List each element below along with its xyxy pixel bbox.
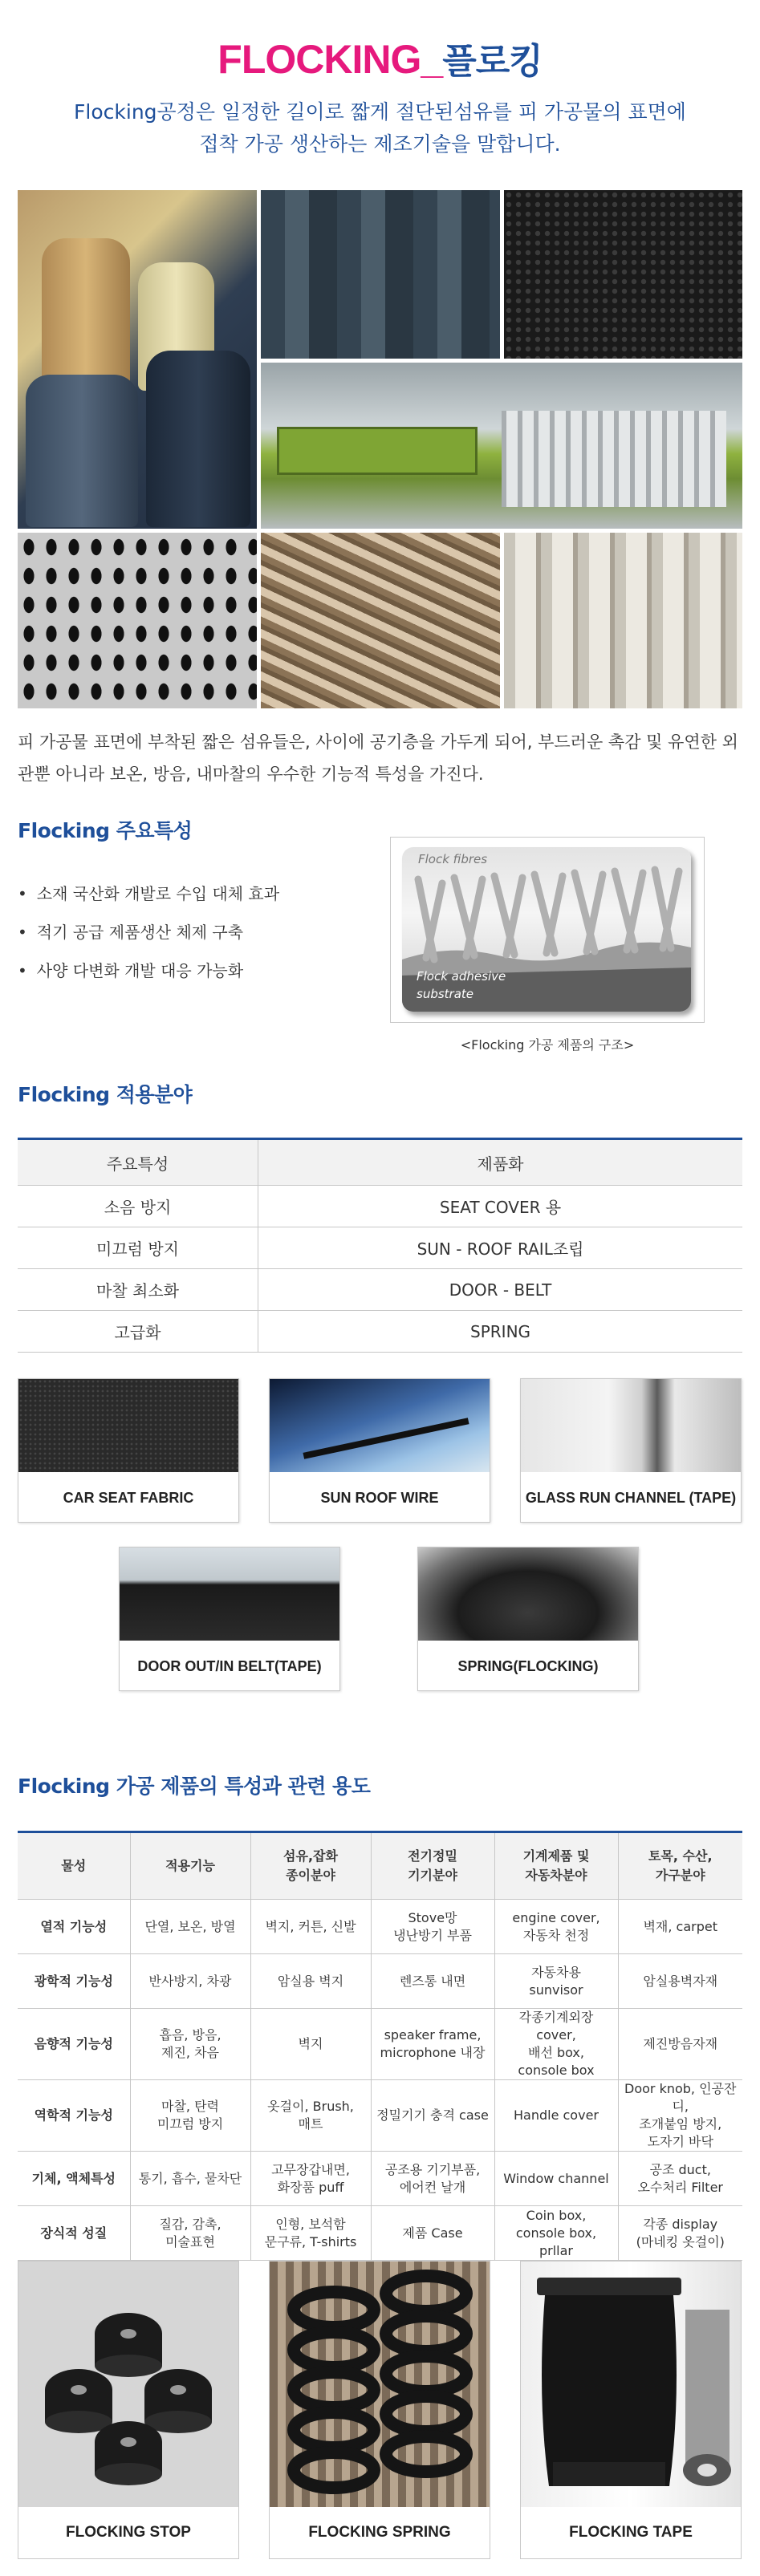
product-label: CAR SEAT FABRIC xyxy=(63,1490,194,1506)
table-row xyxy=(18,1269,742,1311)
usage-table-body xyxy=(18,1900,742,2261)
product-card-car-seat-fabric xyxy=(18,1378,239,1523)
title-en: FLOCKING_ xyxy=(217,37,443,82)
table-cell: 벽재, carpet xyxy=(618,1900,742,1954)
product-image xyxy=(120,1548,339,1641)
page-title xyxy=(0,32,760,83)
table-cell: engine cover, 자동차 천정 xyxy=(494,1900,618,1954)
photo-yarn-cones xyxy=(18,190,257,529)
features-heading-ko: 주요특성 xyxy=(109,819,193,842)
diagram-label-adhesive: Flock adhesive xyxy=(417,969,506,984)
table-header-row xyxy=(18,1139,742,1186)
table-cell: speaker frame, microphone 내장 xyxy=(371,2009,494,2080)
table-cell: 제진방음자재 xyxy=(618,2009,742,2080)
table-cell: 질감, 감촉, 미술표현 xyxy=(130,2206,250,2261)
table-cell: 옷걸이, Brush, 매트 xyxy=(250,2080,371,2152)
table-cell: 암실용 벽지 xyxy=(250,1954,371,2009)
table-cell: Coin box, console box, prllar xyxy=(494,2206,618,2261)
table-cell: 인형, 보석함 문구류, T-shirts xyxy=(250,2206,371,2261)
table-cell: 마찰 최소화 xyxy=(18,1269,258,1311)
photo-collage xyxy=(18,190,742,708)
column-header: 적용기능 xyxy=(130,1832,250,1900)
table-cell: 제품 Case xyxy=(371,2206,494,2261)
subtitle-line-1: Flocking공정은 일정한 길이로 짧게 절단된섬유를 피 가공물의 표면에 xyxy=(74,100,686,124)
photo-dark-spools xyxy=(261,190,500,359)
row-header-cell: 장식적 성질 xyxy=(18,2206,130,2261)
product-image xyxy=(18,1379,238,1472)
diagram-label-fibres: Flock fibres xyxy=(418,852,488,866)
bottom-card-flocking-stop xyxy=(18,2261,239,2559)
feature-item: • 적기 공급 제품생산 체제 구축 xyxy=(18,913,379,951)
table-row xyxy=(18,2080,742,2152)
product-image xyxy=(270,1379,490,1472)
product-image xyxy=(18,2262,238,2507)
photo-flocked-cords xyxy=(261,533,500,708)
bottom-card-flocking-spring xyxy=(269,2261,490,2559)
table-header-row xyxy=(18,1832,742,1900)
table-cell: 벽지 xyxy=(250,2009,371,2080)
diagram-caption: <Flocking 가공 제품의 구조> xyxy=(460,1037,635,1053)
photo-black-mesh xyxy=(504,190,742,359)
row-header-cell: 음향적 기능성 xyxy=(18,2009,130,2080)
product-image xyxy=(270,2262,490,2507)
product-label: GLASS RUN CHANNEL (TAPE) xyxy=(525,1490,737,1506)
row-header-cell: 기체, 액체특성 xyxy=(18,2152,130,2206)
features-list xyxy=(18,874,379,990)
table-cell: 고무장갑내면, 화장품 puff xyxy=(250,2152,371,2206)
column-header: 토목, 수산, 가구분야 xyxy=(618,1832,742,1900)
column-header: 기계제품 및 자동차분야 xyxy=(494,1832,618,1900)
usage-heading xyxy=(18,1771,370,1799)
table-row xyxy=(18,2206,742,2261)
product-label: FLOCKING SPRING xyxy=(308,2524,451,2541)
table-cell: SUN - ROOF RAIL조립 xyxy=(258,1227,742,1269)
table-cell: SEAT COVER 용 xyxy=(258,1186,742,1227)
product-label: FLOCKING TAPE xyxy=(569,2524,693,2541)
table-cell: Window channel xyxy=(494,2152,618,2206)
table-row xyxy=(18,1900,742,1954)
table-cell: SPRING xyxy=(258,1311,742,1353)
table-cell: 암실용벽자재 xyxy=(618,1954,742,2009)
table-cell: DOOR - BELT xyxy=(258,1269,742,1311)
table-cell: 흡음, 방음, 제진, 차음 xyxy=(130,2009,250,2080)
product-image xyxy=(521,2262,741,2507)
product-card-spring xyxy=(417,1547,639,1691)
product-card-door-belt xyxy=(119,1547,340,1691)
subtitle-line-2: 접착 가공 생산하는 제조기술을 말합니다. xyxy=(199,132,561,156)
table-cell: Door knob, 인공잔디, 조개붙임 방지, 도자기 바닥 xyxy=(618,2080,742,2152)
column-header: 물성 xyxy=(18,1832,130,1900)
table-cell: 벽지, 커튼, 신발 xyxy=(250,1900,371,1954)
description-text: 피 가공물 표면에 부착된 짧은 섬유들은, 사이에 공기층을 가두게 되어, 부드러운 촉감 및 유연한 외관뿐 아니라 보온, 방음, 내마찰의 우수한 기능적 특성을 가진다. xyxy=(18,732,738,784)
flocking-structure-diagram xyxy=(390,837,705,1023)
features-heading xyxy=(18,815,192,844)
table-cell: 각종기계외장 cover, 배선 box, console box xyxy=(494,2009,618,2080)
table-row xyxy=(18,2152,742,2206)
application-table xyxy=(18,1138,742,1353)
product-label: DOOR OUT/IN BELT(TAPE) xyxy=(137,1658,322,1674)
table-cell: 미끄럼 방지 xyxy=(18,1227,258,1269)
application-heading-en: Flocking xyxy=(18,1083,110,1106)
application-heading xyxy=(18,1079,192,1108)
column-header: 제품화 xyxy=(258,1139,742,1186)
product-label: SPRING(FLOCKING) xyxy=(457,1658,599,1674)
product-label: FLOCKING STOP xyxy=(66,2524,191,2541)
table-cell: 각종 display (마네킹 옷걸이) xyxy=(618,2206,742,2261)
photo-winding-machine xyxy=(504,533,742,708)
photo-flocked-mesh xyxy=(18,533,257,708)
table-row xyxy=(18,2009,742,2080)
table-cell: 소음 방지 xyxy=(18,1186,258,1227)
product-image xyxy=(418,1548,638,1641)
table-cell: 공조 duct, 오수처리 Filter xyxy=(618,2152,742,2206)
table-row xyxy=(18,1311,742,1353)
usage-table xyxy=(18,1831,742,2261)
photo-factory-line xyxy=(261,363,742,529)
table-cell: 단열, 보온, 방열 xyxy=(130,1900,250,1954)
row-header-cell: 열적 기능성 xyxy=(18,1900,130,1954)
page-subtitle xyxy=(0,96,760,160)
column-header: 주요특성 xyxy=(18,1139,258,1186)
bottom-card-flocking-tape xyxy=(520,2261,742,2559)
table-row xyxy=(18,1227,742,1269)
table-cell: 고급화 xyxy=(18,1311,258,1353)
table-cell: 통기, 흡수, 물차단 xyxy=(130,2152,250,2206)
application-heading-ko: 적용분야 xyxy=(109,1083,193,1106)
usage-heading-en: Flocking xyxy=(18,1775,110,1798)
title-ko: 플로킹 xyxy=(442,41,543,82)
table-cell: 마찰, 탄력 미끄럼 방지 xyxy=(130,2080,250,2152)
table-cell: 공조용 기기부품, 에어컨 날개 xyxy=(371,2152,494,2206)
table-cell: 반사방지, 차광 xyxy=(130,1954,250,2009)
table-cell: 자동차용 sunvisor xyxy=(494,1954,618,2009)
column-header: 전기정밀 기기분야 xyxy=(371,1832,494,1900)
table-cell: Handle cover xyxy=(494,2080,618,2152)
table-cell: 정밀기기 충격 case xyxy=(371,2080,494,2152)
diagram-illustration xyxy=(402,847,691,1012)
table-row xyxy=(18,1186,742,1227)
table-cell: Stove망 냉난방기 부품 xyxy=(371,1900,494,1954)
product-label: SUN ROOF WIRE xyxy=(320,1490,439,1506)
features-heading-en: Flocking xyxy=(18,819,110,842)
feature-item: • 소재 국산화 개발로 수입 대체 효과 xyxy=(18,874,379,913)
product-card-sun-roof-wire xyxy=(269,1378,490,1523)
table-cell: 렌즈통 내면 xyxy=(371,1954,494,2009)
row-header-cell: 광학적 기능성 xyxy=(18,1954,130,2009)
product-image xyxy=(521,1379,741,1472)
row-header-cell: 역학적 기능성 xyxy=(18,2080,130,2152)
usage-heading-ko: 가공 제품의 특성과 관련 용도 xyxy=(109,1775,371,1798)
column-header: 섬유,잡화 종이분야 xyxy=(250,1832,371,1900)
table-row xyxy=(18,1954,742,2009)
product-card-glass-run-channel xyxy=(520,1378,742,1523)
diagram-label-substrate: substrate xyxy=(417,987,474,1001)
feature-item: • 사양 다변화 개발 대응 가능화 xyxy=(18,951,379,990)
